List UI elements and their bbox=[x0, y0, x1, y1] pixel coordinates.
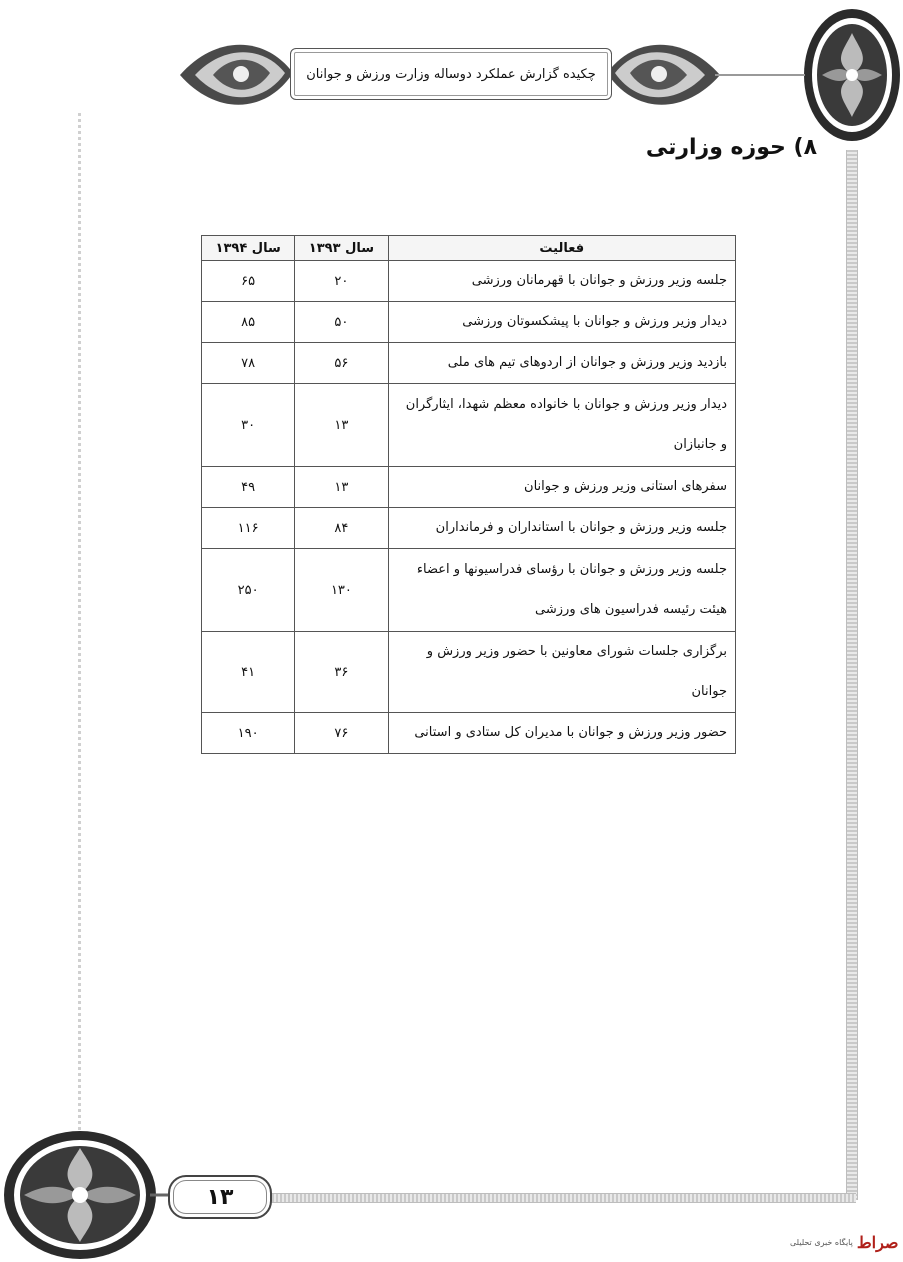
corner-medallion-bottom-left bbox=[0, 1100, 175, 1262]
page-number: ۱۳ bbox=[206, 1184, 234, 1210]
activity-cell: جلسه وزیر ورزش و جوانان با رؤسای فدراسیونها و اعضاء هیئت رئیسه فدراسیون های ورزشی bbox=[388, 549, 735, 632]
activity-cell: جلسه وزیر ورزش و جوانان با قهرمانان ورزشی bbox=[388, 261, 735, 302]
activity-cell: جلسه وزیر ورزش و جوانان با استانداران و فرمانداران bbox=[388, 508, 735, 549]
value-1394-cell: ۳۰ bbox=[202, 384, 295, 467]
site-watermark bbox=[790, 1222, 903, 1262]
column-header-activity: فعالیت bbox=[388, 236, 735, 261]
value-1394-cell: ۶۵ bbox=[202, 261, 295, 302]
value-1394-cell: ۱۹۰ bbox=[202, 713, 295, 754]
value-1394-cell: ۷۸ bbox=[202, 343, 295, 384]
value-1393-cell: ۵۰ bbox=[295, 302, 388, 343]
value-1393-cell: ۸۴ bbox=[295, 508, 388, 549]
value-1394-cell: ۴۱ bbox=[202, 632, 295, 713]
table-row bbox=[202, 302, 736, 343]
value-1393-cell: ۳۶ bbox=[295, 632, 388, 713]
frame-bottom-border bbox=[200, 1193, 856, 1203]
table-row bbox=[202, 713, 736, 754]
table-row bbox=[202, 384, 736, 467]
activity-cell: بازدید وزیر ورزش و جوانان از اردوهای تیم های ملی bbox=[388, 343, 735, 384]
table-header-row bbox=[202, 236, 736, 261]
value-1393-cell: ۲۰ bbox=[295, 261, 388, 302]
header-banner bbox=[290, 48, 612, 100]
page-number-plaque bbox=[168, 1175, 272, 1219]
header-arabesque-left bbox=[175, 30, 295, 120]
value-1394-cell: ۲۵۰ bbox=[202, 549, 295, 632]
value-1394-cell: ۱۱۶ bbox=[202, 508, 295, 549]
value-1394-cell: ۴۹ bbox=[202, 467, 295, 508]
header-title: چکیده گزارش عملکرد دوساله وزارت ورزش و جوانان bbox=[306, 66, 596, 82]
activity-cell: دیدار وزیر ورزش و جوانان با خانواده معظم شهدا، ایثارگران و جانبازان bbox=[388, 384, 735, 467]
header-arabesque-right bbox=[605, 30, 805, 120]
table-row bbox=[202, 467, 736, 508]
activity-cell: دیدار وزیر ورزش و جوانان با پیشکسوتان ورزشی bbox=[388, 302, 735, 343]
value-1393-cell: ۱۳ bbox=[295, 384, 388, 467]
table-row bbox=[202, 549, 736, 632]
watermark-logo: صراط bbox=[856, 1232, 899, 1252]
activity-cell: برگزاری جلسات شورای معاونین با حضور وزیر ورزش و جوانان bbox=[388, 632, 735, 713]
table-row bbox=[202, 343, 736, 384]
section-title: ۸) حوزه وزارتی bbox=[645, 135, 817, 160]
corner-medallion-top-right bbox=[800, 5, 903, 155]
value-1393-cell: ۱۳۰ bbox=[295, 549, 388, 632]
frame-right-border bbox=[846, 150, 858, 1200]
value-1394-cell: ۸۵ bbox=[202, 302, 295, 343]
activity-cell: سفرهای استانی وزیر ورزش و جوانان bbox=[388, 467, 735, 508]
watermark-caption: پایگاه خبری تحلیلی bbox=[790, 1237, 853, 1247]
column-header-1394: سال ۱۳۹۴ bbox=[202, 236, 295, 261]
column-header-1393: سال ۱۳۹۳ bbox=[295, 236, 388, 261]
value-1393-cell: ۵۶ bbox=[295, 343, 388, 384]
activity-cell: حضور وزیر ورزش و جوانان با مدیران کل ستادی و استانی bbox=[388, 713, 735, 754]
table-row bbox=[202, 261, 736, 302]
activity-table bbox=[201, 235, 736, 754]
table-row bbox=[202, 632, 736, 713]
value-1393-cell: ۱۳ bbox=[295, 467, 388, 508]
table-row bbox=[202, 508, 736, 549]
value-1393-cell: ۷۶ bbox=[295, 713, 388, 754]
frame-left-border bbox=[78, 110, 81, 1130]
